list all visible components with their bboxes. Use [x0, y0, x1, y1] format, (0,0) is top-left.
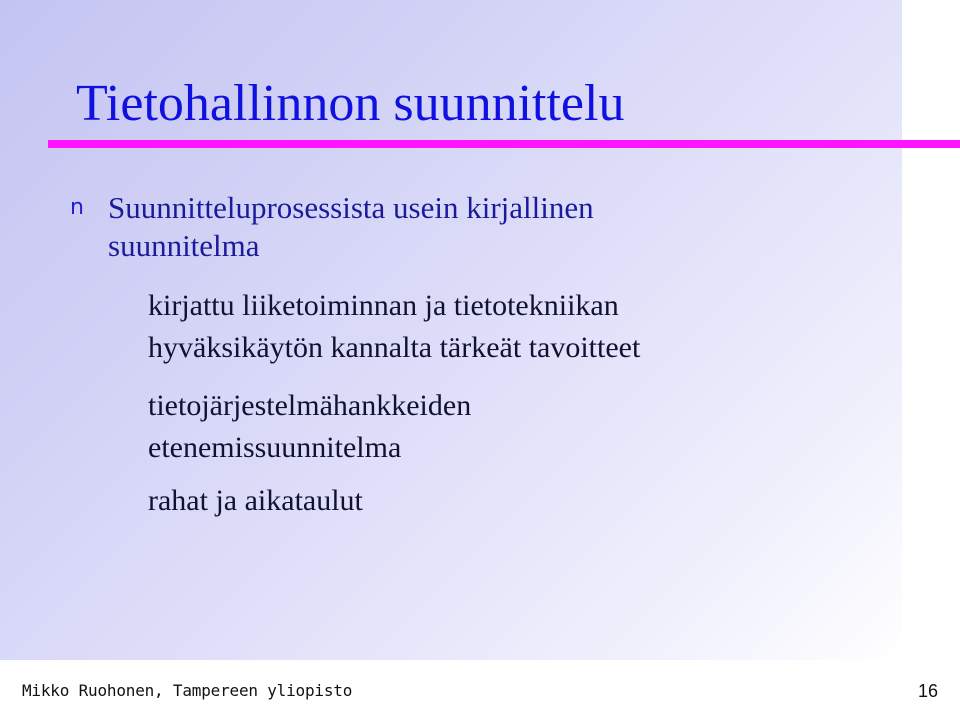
sub-bullet-2 [148, 385, 471, 469]
bullet-marker-icon: n [70, 195, 84, 220]
sub-bullet-3-line-1: rahat ja aikataulut [148, 484, 363, 517]
footer-author: Mikko Ruohonen, Tampereen yliopisto [22, 681, 353, 700]
title-underline-rule [48, 140, 960, 148]
sub-bullet-2-line-2: etenemissuunnitelma [148, 431, 402, 464]
slide-title: Tietohallinnon suunnittelu [76, 75, 625, 132]
sub-bullet-1-line-2: hyväksikäytön kannalta tärkeät tavoitteet [148, 331, 641, 364]
sub-bullet-1 [148, 285, 640, 369]
footer-page-number: 16 [917, 681, 938, 701]
sub-bullet-2-line-1: tietojärjestelmähankkeiden [148, 389, 472, 422]
sub-bullet-1-line-1: kirjattu liiketoiminnan ja tietotekniikan [148, 289, 619, 322]
sub-bullet-3 [148, 480, 363, 522]
main-bullet-text: Suunnitteluprosessista usein kirjallinen suunnitelma [108, 190, 594, 263]
